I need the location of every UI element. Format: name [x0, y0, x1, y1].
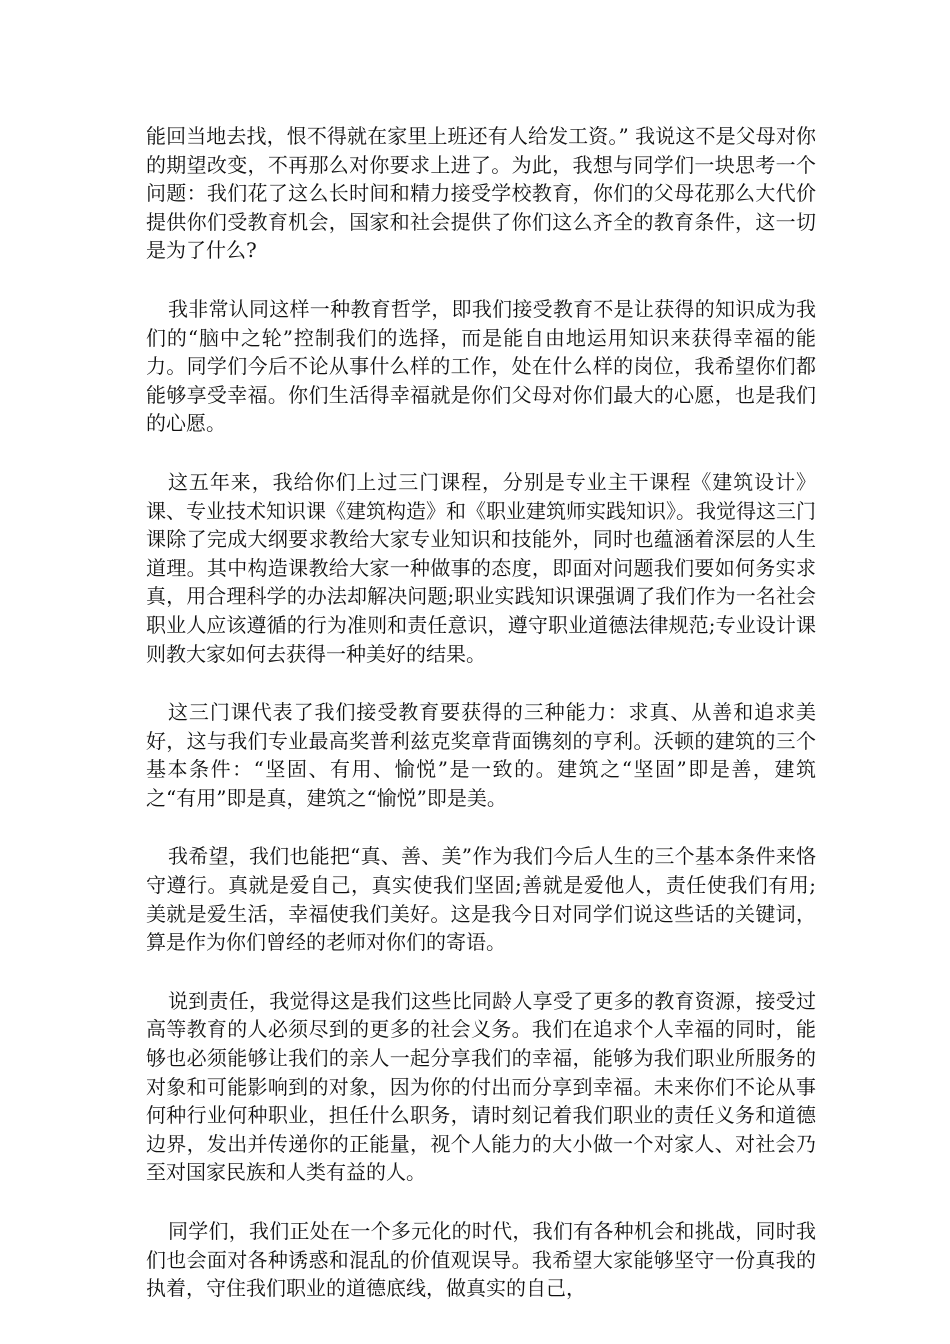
paragraph-4: 这三门课代表了我们接受教育要获得的三种能力：求真、从善和追求美好，这与我们专业最高奖普利兹克奖章背面镌刻的亨利。沃顿的建筑的三个基本条件：“坚固、有用、愉悦”是一致的。建筑之“坚固”即是善，建筑之“有用”即是真，建筑之“愉悦”即是美。	[146, 700, 816, 810]
document-body	[146, 122, 816, 1333]
paragraph-2: 我非常认同这样一种教育哲学，即我们接受教育不是让获得的知识成为我们的“脑中之轮”控制我们的选择，而是能自由地运用知识来获得幸福的能力。同学们今后不论从事什么样的工作，处在什么样的岗位，我希望你们都能够享受幸福。你们生活得幸福就是你们父母对你们最大的心愿，也是我们的心愿。	[146, 296, 816, 436]
paragraph-7: 同学们，我们正处在一个多元化的时代，我们有各种机会和挑战，同时我们也会面对各种诱惑和混乱的价值观误导。我希望大家能够坚守一份真我的执着，守住我们职业的道德底线，做真实的自己，	[146, 1219, 816, 1301]
paragraph-3: 这五年来，我给你们上过三门课程，分别是专业主干课程《建筑设计》课、专业技术知识课《建筑构造》和《职业建筑师实践知识》。我觉得这三门课除了完成大纲要求教给大家专业知识和技能外，同时也蕴涵着深层的人生道理。其中构造课教给大家一种做事的态度，即面对问题我们要如何务实求真，用合理科学的办法却解决问题;职业实践知识课强调了我们作为一名社会职业人应该遵循的行为准则和责任意识，遵守职业道德法律规范;专业设计课则教大家如何去获得一种美好的结果。	[146, 469, 816, 666]
paragraph-1: 能回当地去找，恨不得就在家里上班还有人给发工资。” 我说这不是父母对你的期望改变，不再那么对你要求上进了。为此，我想与同学们一块思考一个问题：我们花了这么长时间和精力接受学校教育，你们的父母花那么大代价提供你们受教育机会，国家和社会提供了你们这么齐全的教育条件，这一切是为了什么?	[146, 124, 816, 263]
paragraph-6: 说到责任，我觉得这是我们这些比同龄人享受了更多的教育资源，接受过高等教育的人必须尽到的更多的社会义务。我们在追求个人幸福的同时，能够也必须能够让我们的亲人一起分享我们的幸福，能够为我们职业所服务的对象和可能影响到的对象，因为你的付出而分享到幸福。未来你们不论从事何种行业何种职业，担任什么职务，请时刻记着我们职业的责任义务和道德边界，发出并传递你的正能量，视个人能力的大小做一个对家人、对社会乃至对国家民族和人类有益的人。	[146, 988, 816, 1185]
paragraph-5: 我希望，我们也能把“真、善、美”作为我们今后人生的三个基本条件来恪守遵行。真就是爱自己，真实使我们坚固;善就是爱他人，责任使我们有用;美就是爱生活，幸福使我们美好。这是我今日对同学们说这些话的关键词，算是作为你们曾经的老师对你们的寄语。	[146, 844, 816, 955]
